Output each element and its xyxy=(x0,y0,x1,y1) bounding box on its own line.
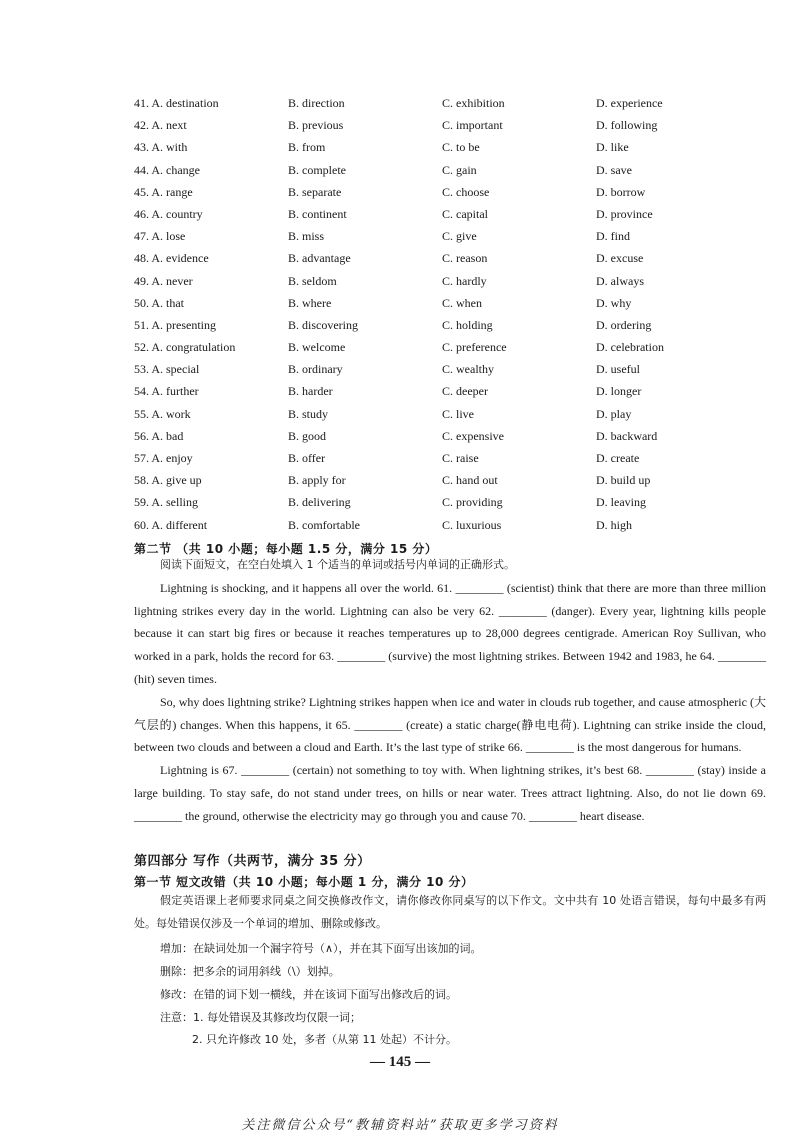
question-row xyxy=(134,183,694,205)
option-b: B. separate xyxy=(288,184,342,199)
option-a: 54. A. further xyxy=(134,384,199,399)
option-d: D. find xyxy=(596,229,630,244)
option-c: C. expensive xyxy=(442,428,504,443)
option-a: 57. A. enjoy xyxy=(134,451,193,465)
option-b: B. welcome xyxy=(288,340,346,355)
option-c: C. holding xyxy=(442,317,493,332)
question-row xyxy=(134,249,694,271)
passage-paragraph-3: Lightning is 67. ________ (certain) not something to toy with. When lightning strikes, it’s best 68. ________ (stay) inside a large building. To stay safe, do not stand under trees, on hills or near water. Trees attract lightning. Also, do not lie down 69. ________ the ground, otherwise the electricity may go through you and cause 70. ________ heart disease. xyxy=(134,763,766,823)
option-a: 60. A. different xyxy=(134,517,208,532)
part4-heading: 第四部分 写作（共两节，满分 35 分） xyxy=(134,854,371,869)
option-d: D. leaving xyxy=(596,495,646,510)
option-b: B. from xyxy=(288,140,326,155)
option-a: 53. A. special xyxy=(134,362,200,377)
option-b: B. seldom xyxy=(288,273,337,288)
option-d: D. high xyxy=(596,517,632,532)
question-row xyxy=(134,449,694,471)
option-b: B. previous xyxy=(288,118,344,133)
option-b: B. harder xyxy=(288,384,333,399)
question-row xyxy=(134,471,694,493)
option-c: C. luxurious xyxy=(442,517,502,532)
question-row xyxy=(134,94,694,116)
option-d: D. useful xyxy=(596,362,640,377)
question-row xyxy=(134,405,694,427)
option-d: D. like xyxy=(596,140,629,155)
option-b: B. miss xyxy=(288,229,325,244)
option-c: C. important xyxy=(442,118,503,133)
option-a: 49. A. never xyxy=(134,273,193,288)
option-b: B. complete xyxy=(288,162,346,177)
rule-modify: 修改：在错的词下划一横线，并在该词下面写出修改后的词。 xyxy=(160,988,457,1001)
option-a: 55. A. work xyxy=(134,406,191,421)
option-a: 44. A. change xyxy=(134,162,200,177)
option-b: B. offer xyxy=(288,451,326,465)
page-number: — 145 — xyxy=(370,1054,430,1070)
question-row xyxy=(134,516,694,538)
option-b: B. apply for xyxy=(288,473,346,488)
option-b: B. direction xyxy=(288,96,345,110)
option-a: 46. A. country xyxy=(134,206,203,221)
option-d: D. save xyxy=(596,162,632,177)
option-d: D. play xyxy=(596,406,632,421)
option-a: 56. A. bad xyxy=(134,428,184,443)
part4-intro xyxy=(134,890,766,935)
option-d: D. ordering xyxy=(596,317,652,332)
option-d: D. always xyxy=(596,273,644,288)
question-row xyxy=(134,116,694,138)
question-row xyxy=(134,493,694,515)
option-c: C. gain xyxy=(442,162,477,177)
passage-paragraph-1: Lightning is shocking, and it happens all over the world. 61. ________ (scientist) think that there are more than three million lightning strikes every day in the world. Lightning can also be very 62. ________ (danger). Every year, lightning kills people because it can start big fires or because it reaches temperatures up to 28,000 degrees centigrade. American Roy Sullivan, who worked in a park, holds the record for 63. ________ (survive) the most lightning strikes. Between 1942 and 1983, he 64. ________ (hit) seven times. xyxy=(134,580,766,686)
option-c: C. to be xyxy=(442,140,480,155)
option-d: D. following xyxy=(596,118,658,133)
question-row xyxy=(134,427,694,449)
section2-heading: 第二节 （共 10 小题；每小题 1.5 分，满分 15 分） xyxy=(134,542,438,556)
option-d: D. celebration xyxy=(596,340,664,355)
question-row xyxy=(134,272,694,294)
option-d: D. excuse xyxy=(596,251,644,266)
option-c: C. capital xyxy=(442,206,488,221)
question-row xyxy=(134,360,694,382)
option-b: B. where xyxy=(288,295,332,310)
option-d: D. create xyxy=(596,451,640,465)
option-a: 42. A. next xyxy=(134,118,187,133)
option-a: 47. A. lose xyxy=(134,229,186,244)
option-b: B. comfortable xyxy=(288,517,360,532)
part4-section1-heading: 第一节 短文改错（共 10 小题；每小题 1 分，满分 10 分） xyxy=(134,875,474,889)
note-2: 2. 只允许修改 10 处，多者（从第 11 处起）不计分。 xyxy=(192,1033,457,1046)
note-1: 注意：1. 每处错误及其修改均仅限一词； xyxy=(160,1011,361,1024)
option-c: C. wealthy xyxy=(442,362,494,377)
option-a: 43. A. with xyxy=(134,140,188,155)
option-d: D. backward xyxy=(596,428,658,443)
option-d: D. borrow xyxy=(596,184,646,199)
option-c: C. raise xyxy=(442,451,479,465)
option-c: C. hand out xyxy=(442,473,498,488)
footer-watermark: 关注微信公众号“教辅资料站”获取更多学习资料 xyxy=(241,1118,559,1133)
section2-instruction: 阅读下面短文，在空白处填入 1 个适当的单词或括号内单词的正确形式。 xyxy=(160,558,515,571)
question-row xyxy=(134,205,694,227)
option-a: 45. A. range xyxy=(134,184,193,199)
options-grid xyxy=(134,94,694,538)
option-c: C. reason xyxy=(442,251,488,266)
question-row xyxy=(134,294,694,316)
option-c: C. exhibition xyxy=(442,96,505,110)
option-d: D. province xyxy=(596,206,653,221)
option-b: B. ordinary xyxy=(288,362,343,377)
question-row xyxy=(134,382,694,404)
option-d: D. why xyxy=(596,295,632,310)
question-row xyxy=(134,227,694,249)
option-a: 41. A. destination xyxy=(134,96,219,110)
option-b: B. delivering xyxy=(288,495,351,510)
option-b: B. discovering xyxy=(288,317,358,332)
rule-add: 增加：在缺词处加一个漏字符号（∧），并在其下面写出该加的词。 xyxy=(160,942,482,955)
option-b: B. advantage xyxy=(288,251,351,266)
option-c: C. preference xyxy=(442,340,507,355)
option-d: D. experience xyxy=(596,96,663,110)
option-b: B. continent xyxy=(288,206,347,221)
option-a: 50. A. that xyxy=(134,295,184,310)
option-c: C. choose xyxy=(442,184,490,199)
option-c: C. live xyxy=(442,406,474,421)
question-row xyxy=(134,138,694,160)
rule-delete: 删除：把多余的词用斜线（\）划掉。 xyxy=(160,965,340,978)
option-b: B. study xyxy=(288,406,329,421)
option-c: C. give xyxy=(442,229,477,244)
passage-paragraph-2: So, why does lightning strike? Lightning strikes happen when ice and water in clouds rub together, and cause atmospheric (大气层的) changes. When this happens, it 65. ________ (create) a static charge(静电电荷). Lightning can strike inside the cloud, between two clouds and between a cloud and Earth. It’s the last type of strike 66. ________ is the most dangerous for humans. xyxy=(134,694,766,755)
part4-intro-text: 假定英语课上老师要求同桌之间交换修改作文，请你修改你同桌写的以下作文。文中共有 10 处语言错误，每句中最多有两处。每处错误仅涉及一个单词的增加、删除或修改。 xyxy=(134,894,766,930)
option-c: C. deeper xyxy=(442,384,488,399)
option-d: D. longer xyxy=(596,384,642,399)
option-a: 51. A. presenting xyxy=(134,317,216,332)
section2-body xyxy=(134,554,766,828)
option-a: 52. A. congratulation xyxy=(134,340,236,355)
question-row xyxy=(134,338,694,360)
option-c: C. hardly xyxy=(442,273,487,288)
option-d: D. build up xyxy=(596,473,651,488)
option-a: 58. A. give up xyxy=(134,473,202,488)
option-b: B. good xyxy=(288,428,327,443)
option-c: C. providing xyxy=(442,495,503,510)
question-row xyxy=(134,161,694,183)
option-c: C. when xyxy=(442,295,482,310)
option-a: 48. A. evidence xyxy=(134,251,209,266)
option-a: 59. A. selling xyxy=(134,495,199,510)
question-row xyxy=(134,316,694,338)
